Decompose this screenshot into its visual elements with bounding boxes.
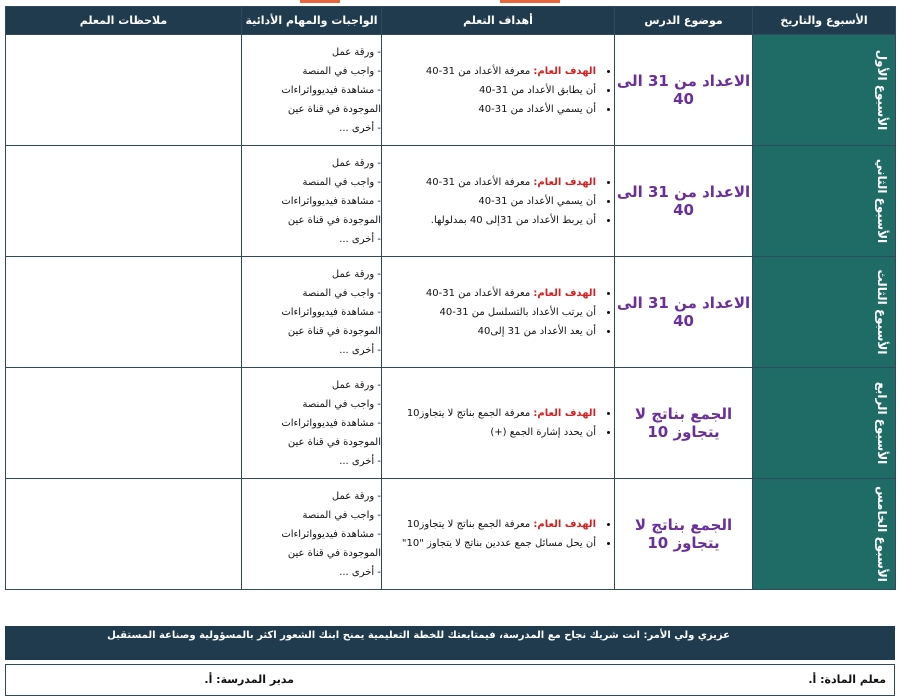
- goal-item: [382, 534, 598, 553]
- task-list: [242, 376, 381, 471]
- goal-text: أن يسمي الأعداد من 31-40: [478, 195, 596, 207]
- header-week: الأسبوع والتاريخ: [753, 7, 896, 35]
- table-header-row: [6, 7, 896, 35]
- top-accent-line: [0, 0, 900, 3]
- goal-text: معرفة الأعداد من 31-40: [425, 65, 534, 77]
- table-body: [6, 35, 896, 590]
- teacher-notes-cell[interactable]: [6, 146, 242, 257]
- banner-text: عزيزي ولي الأمر: انت شريك نجاح مع المدرسة، فيمتابعتك للخطة التعليمية يمنح ابنك الشعور اكثر بالمسؤولية وصناعة المستقبل: [107, 630, 730, 641]
- lesson-topic: الاعداد من 31 الى 40: [615, 257, 753, 368]
- goal-text: أن يحدد إشارة الجمع (+): [490, 427, 596, 438]
- goal-text: معرفة الجمع بناتج لا يتجاوز10: [406, 519, 534, 530]
- task-item: - مشاهدة فيديوواثراءات: [281, 528, 381, 540]
- goal-general-label: الهدف العام:: [533, 65, 596, 77]
- goal-text: معرفة الأعداد من 31-40: [425, 176, 534, 188]
- week-label: الأسبوع الثالث: [875, 269, 889, 355]
- week-cell: [753, 35, 896, 146]
- goal-text: أن يعد الأعداد من 31 إلى40: [477, 325, 596, 337]
- tasks-cell: [242, 35, 382, 146]
- goal-item: [382, 515, 598, 534]
- accent-segment: [300, 0, 340, 3]
- signature-footer: [5, 664, 895, 696]
- task-list: [242, 154, 381, 249]
- lesson-topic: الاعداد من 31 الى 40: [615, 35, 753, 146]
- task-item: - ورقة عمل: [331, 490, 381, 502]
- task-item: الموجودة في قناة عين: [287, 325, 381, 337]
- lesson-topic: الجمع بناتج لا يتجاوز 10: [615, 479, 753, 590]
- task-item: - أخرى ...: [339, 233, 381, 245]
- table-row: [6, 368, 896, 479]
- learning-goals-cell: [382, 35, 615, 146]
- goal-text: أن يحل مسائل جمع عددين بناتج لا يتجاوز "10": [401, 538, 596, 549]
- goal-text: أن يسمي الأعداد من 31-40: [478, 103, 596, 115]
- goal-item: [382, 62, 598, 81]
- goal-list: [382, 62, 614, 119]
- goal-item: [382, 404, 598, 423]
- goal-list: [382, 404, 614, 442]
- task-item: الموجودة في قناة عين: [287, 547, 381, 559]
- subject-teacher-label: معلم المادة: أ.: [808, 673, 886, 686]
- header-notes: ملاحظات المعلم: [6, 7, 242, 35]
- goal-general-label: الهدف العام:: [533, 519, 596, 530]
- goal-general-label: الهدف العام:: [533, 176, 596, 188]
- task-item: الموجودة في قناة عين: [287, 103, 381, 115]
- table-row: [6, 479, 896, 590]
- task-item: - واجب في المنصة: [302, 176, 381, 188]
- week-cell: [753, 257, 896, 368]
- task-item: - مشاهدة فيديوواثراءات: [281, 417, 381, 429]
- task-item: - ورقة عمل: [331, 46, 381, 58]
- goal-general-label: الهدف العام:: [533, 287, 596, 299]
- goal-list: [382, 173, 614, 230]
- task-item: - مشاهدة فيديوواثراءات: [281, 195, 381, 207]
- task-item: - أخرى ...: [339, 344, 381, 356]
- goal-text: معرفة الجمع بناتج لا يتجاوز10: [406, 408, 534, 419]
- task-item: - ورقة عمل: [331, 268, 381, 280]
- week-cell: [753, 146, 896, 257]
- week-label: الأسبوع الخامس: [875, 486, 889, 582]
- task-list: [242, 265, 381, 360]
- lesson-topic: الجمع بناتج لا يتجاوز 10: [615, 368, 753, 479]
- table-row: [6, 257, 896, 368]
- learning-goals-cell: [382, 479, 615, 590]
- teacher-notes-cell[interactable]: [6, 368, 242, 479]
- teacher-notes-cell[interactable]: [6, 479, 242, 590]
- weekly-plan-table: [5, 6, 896, 590]
- goal-general-label: الهدف العام:: [533, 408, 596, 419]
- week-label: الأسبوع الأول: [875, 49, 889, 131]
- accent-segment: [500, 0, 560, 3]
- task-item: - ورقة عمل: [331, 157, 381, 169]
- goal-text: معرفة الأعداد من 31-40: [425, 287, 534, 299]
- task-list: [242, 487, 381, 582]
- table-row: [6, 146, 896, 257]
- learning-goals-cell: [382, 257, 615, 368]
- task-item: الموجودة في قناة عين: [287, 436, 381, 448]
- task-item: - واجب في المنصة: [302, 509, 381, 521]
- teacher-notes-cell[interactable]: [6, 35, 242, 146]
- learning-goals-cell: [382, 146, 615, 257]
- goal-text: أن يرتب الأعداد بالتسلسل من 31-40: [439, 306, 596, 318]
- header-goals: أهداف التعلم: [382, 7, 615, 35]
- tasks-cell: [242, 257, 382, 368]
- goal-item: [382, 81, 598, 100]
- week-label: الأسبوع الرابع: [875, 381, 889, 465]
- tasks-cell: [242, 368, 382, 479]
- task-item: - أخرى ...: [339, 455, 381, 467]
- task-item: - أخرى ...: [339, 122, 381, 134]
- week-cell: [753, 479, 896, 590]
- goal-text: أن يطابق الأعداد من 31-40: [479, 84, 596, 96]
- task-item: - واجب في المنصة: [302, 65, 381, 77]
- goal-text: أن يربط الأعداد من 31إلى 40 بمدلولها.: [430, 214, 596, 226]
- goal-item: [382, 100, 598, 119]
- task-item: - مشاهدة فيديوواثراءات: [281, 306, 381, 318]
- table-row: [6, 35, 896, 146]
- task-item: - أخرى ...: [339, 566, 381, 578]
- task-item: - واجب في المنصة: [302, 398, 381, 410]
- task-item: - واجب في المنصة: [302, 287, 381, 299]
- goal-item: [382, 211, 598, 230]
- goal-item: [382, 423, 598, 442]
- header-tasks: الواجبات والمهام الأدائية: [242, 7, 382, 35]
- principal-label: مدير المدرسة: أ.: [204, 673, 294, 686]
- goal-item: [382, 322, 598, 341]
- week-cell: [753, 368, 896, 479]
- tasks-cell: [242, 479, 382, 590]
- goal-list: [382, 284, 614, 341]
- goal-item: [382, 303, 598, 322]
- task-list: [242, 43, 381, 138]
- task-item: - ورقة عمل: [331, 379, 381, 391]
- week-label: الأسبوع الثاني: [875, 158, 889, 244]
- parent-message-banner: [5, 626, 895, 660]
- goal-item: [382, 173, 598, 192]
- teacher-notes-cell[interactable]: [6, 257, 242, 368]
- goal-item: [382, 284, 598, 303]
- task-item: - مشاهدة فيديوواثراءات: [281, 84, 381, 96]
- task-item: الموجودة في قناة عين: [287, 214, 381, 226]
- tasks-cell: [242, 146, 382, 257]
- learning-goals-cell: [382, 368, 615, 479]
- header-topic: موضوع الدرس: [615, 7, 753, 35]
- lesson-topic: الاعداد من 31 الى 40: [615, 146, 753, 257]
- goal-item: [382, 192, 598, 211]
- goal-list: [382, 515, 614, 553]
